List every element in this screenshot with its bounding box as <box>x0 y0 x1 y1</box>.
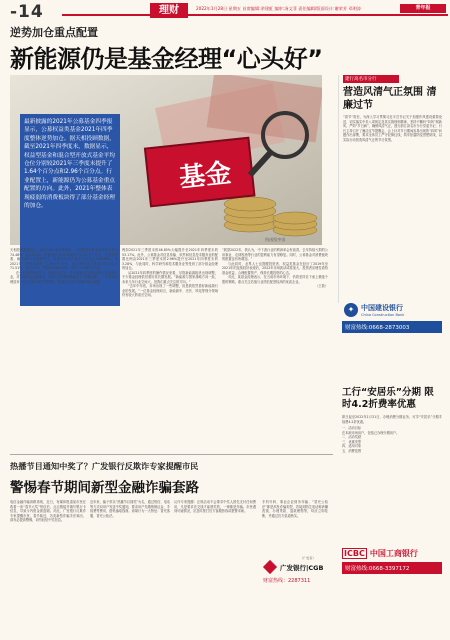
ccb-headline: 营造风清气正氛围 清廉过节 <box>343 87 437 111</box>
ccb-logo-icon: ✦ <box>344 303 358 317</box>
newspaper-logo: 青年报 <box>400 4 446 13</box>
cgb-logo-icon <box>263 560 277 574</box>
ccb-tag: 建行高名市分行 <box>343 75 399 83</box>
cgb-logo-row <box>263 560 327 574</box>
dateline: 2022年1月28日 星期五 首席编辑:余建虹 编审:汤文菲 责任编辑/版面设计:谢荣芳 邓明涛 <box>196 6 361 11</box>
bottom-column-2: 近年来，骗子常以“热播节目抽奖”为名，通过短信、电话等方式向用户发送中奖通知，要求用户先缴纳保证金、手续费等费用，借机骗取钱财。高频行为一大特征：冒充客服、冒充公检法。 <box>90 500 170 518</box>
icbc-item: 在本地市场用户，包括已办理分期用户。 <box>342 430 400 435</box>
story-paragraph: 从2021年四季度的操作情况来看，尽管新能源板块出现调整，不少基金经理依旧看好其长期发展。“新能源与国家战略方向一致，未来几年行业空间大，是我们重点关注的方向。” <box>122 270 218 284</box>
story-headline: 新能源仍是基金经理“心头好” <box>10 45 323 73</box>
icbc-body: 即日起至2022年1月31日，办理消费分期业务，可享“安居乐”分期手续费4.2折优惠。 <box>342 415 442 424</box>
icbc-hotline: 财富热线:0668-3397172 <box>342 562 442 574</box>
bottom-story-label: 热播节目通知中奖了？广发银行反欺诈专家提醒市民 <box>10 461 199 471</box>
ccb-ad <box>338 299 446 385</box>
photo-credit: 图/视觉中国 <box>265 237 286 242</box>
icbc-item: 二、活动奖励 <box>342 435 362 439</box>
header-rule <box>62 14 448 16</box>
bottom-story-headline: 警惕春节期间新型金融诈骗套路 <box>10 480 199 496</box>
cgb-ad <box>263 560 327 590</box>
icbc-logo-icon: ICBC <box>344 549 365 558</box>
story-paragraph: “展望2022年，我认为，中下游行业的利润率会有改善，去年持续亏损的公用事业、农林牧渔等行业的盈利能力有望修复。同时，公募基金对消费板块的配置也有所增加。” <box>222 248 328 261</box>
story-end-mark: （王筱） <box>315 284 328 288</box>
bottom-column-3: 反诈专家提醒：正规活动不会要求中奖人预先支付任何费用，凡是要求先交钱才能领奖的，一律都是诈骗。市民遇到可疑情况，应及时拨打官方客服热线或报警求助。 <box>174 500 256 513</box>
icbc-article <box>338 385 446 640</box>
ccb-logo-row <box>344 303 440 317</box>
story-paragraph: 在仓位调整的状态下，其能够在过去一年中抓取各自的投资机会并选择行业，对多数基金经理来说，2021年四季度数据在于“均衡配置”，一些基金经理放弃了此前“重仓押注”的策略，转而追求更为均衡的组合配置。 <box>10 270 118 284</box>
icbc-bank-name: 中国工商银行 <box>369 549 418 558</box>
icbc-headline: 工行“安居乐”分期 限时4.2折费率优惠 <box>342 387 434 410</box>
ccb-bank-name-en: China Construction Bank <box>361 313 405 317</box>
story-paragraph: 对此，某基金经理表示，在当前市场环境下，仍将坚持自下而上精选个股的策略，重点关注估值与业绩匹配度较高的优质企业。 <box>222 275 328 284</box>
story-paragraph: “去年中年底，市场出现了一些调整，但是我依然看好新能源行业的发展。”一位基金经理坦言，新能源车、光伏、风电等细分领域仍有较大的成长空间。 <box>122 284 218 297</box>
icbc-item: 一、活动目标 <box>342 426 362 430</box>
icbc-item: 三、优惠类型 <box>342 439 362 444</box>
bottom-story-source: （广发宣） <box>300 556 316 560</box>
story-paragraph: 与此同时，业界人士也提醒投资者，权益类基金在经历了2019年至2021年的连续较好表现后，2022年市场波动或将加大，投资者应理性看待基金收益，合理配置资产，保持长期投资的心态。 <box>222 261 328 275</box>
ccb-hotline: 财富热线:0668-2873003 <box>342 321 442 333</box>
cgb-hotline: 财富热线：2287311 <box>263 578 311 584</box>
section-divider <box>10 454 333 455</box>
story-summary: 最新披露的2021年公募基金四季报显示，公募权益类基金2021年四季度整体逆势加仓。据天相投顾数据，截至2021年四季度末，数据显示，权益型基金和混合型开放式基金平均仓位分别较2021年三季度末提升了1.64个百分点和2.96个百分点。行业配置上，新能源仍为公募基金重点配置的方向。此外，2021年整体表现疲弱的消费板块得了部分基金经理的加仓。 <box>24 119 115 210</box>
photo-sign-text: 基金 <box>177 158 233 194</box>
page-number: -14 <box>10 2 44 22</box>
story-kicker: 逆势加仓重点配置 <box>10 26 98 39</box>
story-column-3 <box>222 248 328 448</box>
icbc-logo-row <box>342 548 442 559</box>
story-column-1 <box>10 248 118 448</box>
ccb-bank-name: 中国建设银行 <box>361 304 403 312</box>
icbc-items <box>342 426 442 544</box>
story-column-2 <box>122 248 218 448</box>
story-paragraph: 天相投顾数据显示，截至2021年四季度末，公募权益类基金的平均仓位为74.48%，较2021年三季度末的71.93%提升了2.54个百分点。分类型来看，截至2021年四季度末，股票型开放式基金平均仓位为88.89%，较2021年三季度末提升了1.64个百分点，混合型开放式基金平均仓位为71.51%，较2021年三季度末的68.55%，提升了2.96个百分点。 <box>10 248 118 270</box>
icbc-item: 五、消费范围 <box>342 448 362 453</box>
bottom-column-4: 手机号码、事业企业财务诈骗、“冒充公检法”都是高发诈骗类型，若接到陌生电话称涉嫌洗钱、办理贷款、退款理赔等，均应立即挂断，并通过官方渠道核实。 <box>262 500 328 518</box>
ccb-body: “春节”将至，为深入学习贯彻习近平总书记关于加强作风建设重要论述，切实落实中央八项规定及其实施细则精神，坚持不懈纠“四风”树新风，严防“节日病”，确保风清气正，建行浙江高名市分行党委书记、行长主持召开了廉洁过节提醒会，会上针对节日期间容易出现的“四风”问题作出部署，要求全体员工严守纪律红线，筑牢拒腐防变思想防线，以实际行动营造风清气正的节日氛围。 <box>343 115 442 142</box>
section-label: 理财 <box>150 3 188 18</box>
cgb-bank-name: 广发银行|CGB <box>280 563 324 572</box>
icbc-item: 四、适用对象 <box>342 444 362 448</box>
bottom-column-1: 电信金融诈骗套路再现，近日，有媒体报道某市民在收看一条“春节大奖”短信后，点击链接并填写银行卡信息，导致卡内资金被盗刷。对此，广发银行反欺诈专家提醒市民，春节临近，各类新型诈骗手法频出，请务必提高警惕，切勿轻信中奖信息。 <box>10 500 86 522</box>
ccb-article <box>338 75 446 303</box>
story-paragraph: 例如2021年三季度末的46.85%大幅提升至2021年四季度末的53.17%。此外，公募基金对信息传输、软件和信息技术服务业的配置比例由2021年三季度末的2.96%提升至2021年四季度末的3.28%，与此同时，科学研究和技术服务业等受到了部分基金经理的加仓。 <box>122 248 218 270</box>
